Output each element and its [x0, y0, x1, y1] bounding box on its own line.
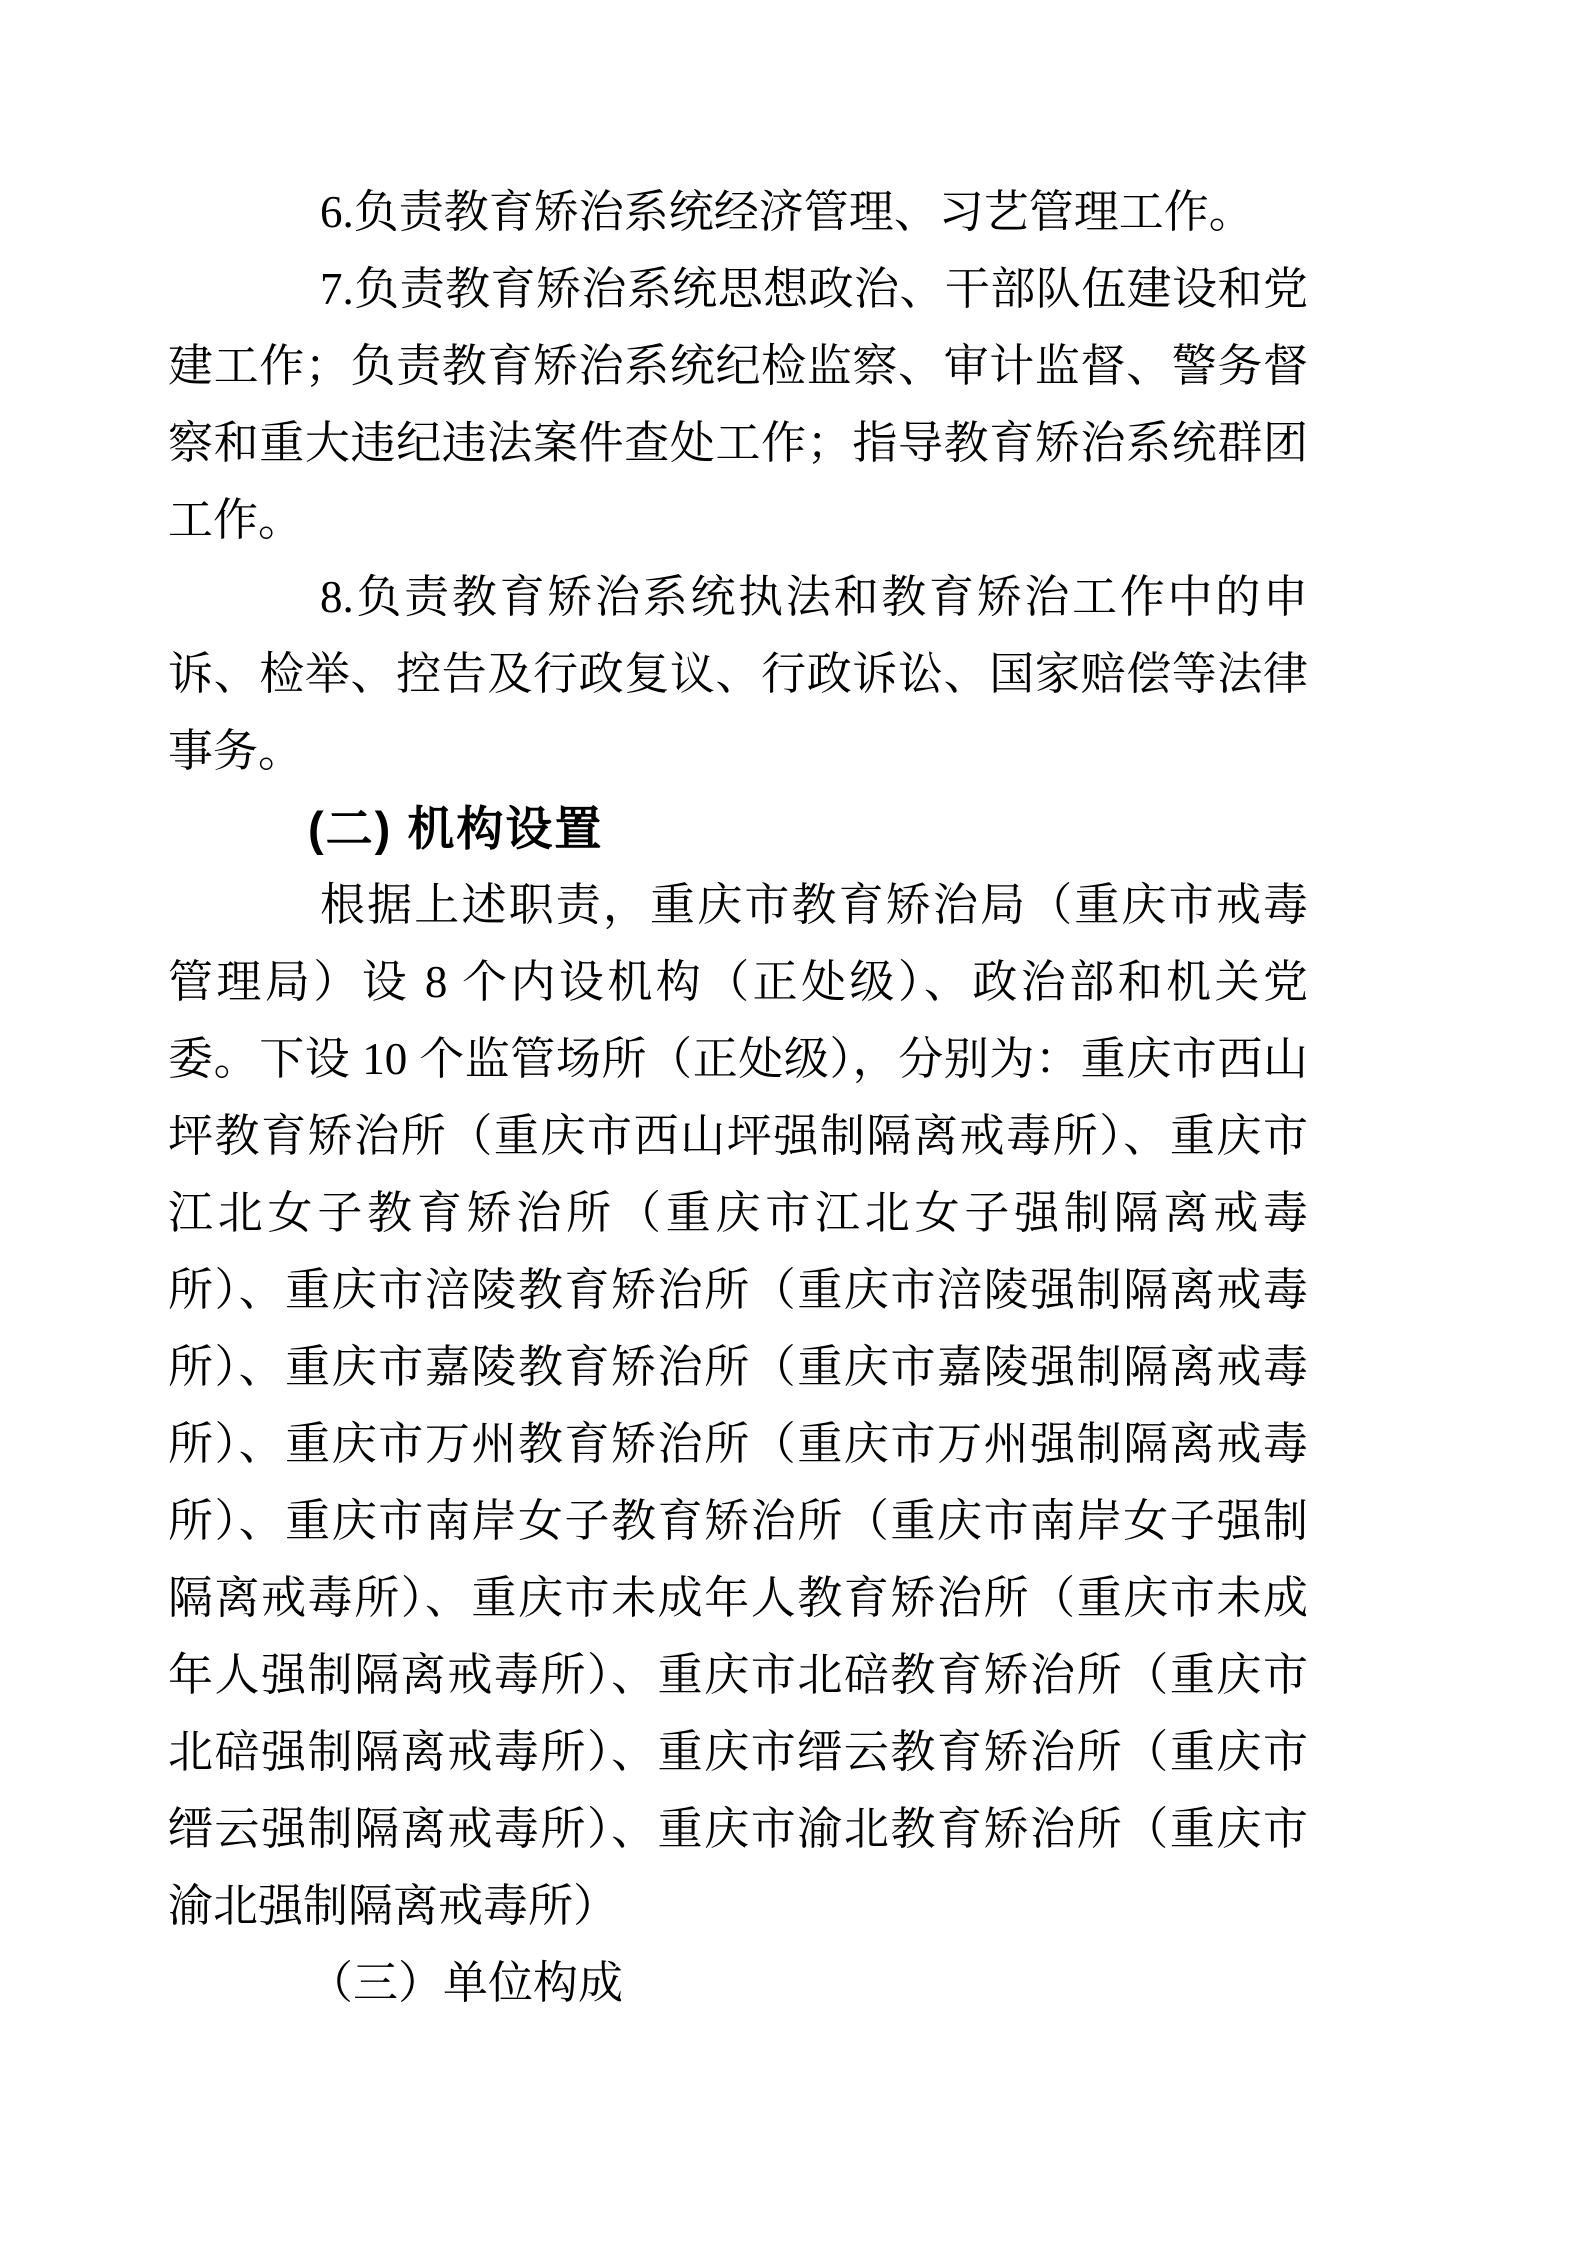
paragraph-duty-6: 6.负责教育矫治系统经济管理、习艺管理工作。 [320, 187, 1254, 237]
section-heading-organization-setup: (二) 机构设置 [308, 802, 604, 855]
paragraph-organization-detail: 根据上述职责，重庆市教育矫治局（重庆市戒毒管理局）设 8 个内设机构（正处级）、政治部和机关党委。下设 10 个监管场所（正处级），分别为：重庆市西山坪教育矫治所（重庆市西山坪强制隔离戒毒所）、重庆市江北女子教育矫治所（重庆市江北女子强制隔离戒毒所）、重庆市涪陵教育矫治所（重庆市涪陵强制隔离戒毒所）、重庆市嘉陵教育矫治所（重庆市嘉陵强制隔离戒毒所）、重庆市万州教育矫治所（重庆市万州强制隔离戒毒所）、重庆市南岸女子教育矫治所（重庆市南岸女子强制隔离戒毒所）、重庆市未成年人教育矫治所（重庆市未成年人强制隔离戒毒所）、重庆市北碚教育矫治所（重庆市北碚强制隔离戒毒所）、重庆市缙云教育矫治所（重庆市缙云强制隔离戒毒所）、重庆市渝北教育矫治所（重庆市渝北强制隔离戒毒所） [168, 880, 1308, 1931]
document-body [168, 174, 1308, 2022]
paragraph-duty-7: 7.负责教育矫治系统思想政治、干部队伍建设和党建工作；负责教育矫治系统纪检监察、审计监督、警务督察和重大违纪违法案件查处工作；指导教育矫治系统群团工作。 [168, 264, 1308, 545]
section-heading-unit-composition: （三）单位构成 [308, 1958, 624, 2008]
paragraph-duty-8: 8.负责教育矫治系统执法和教育矫治工作中的申诉、检举、控告及行政复议、行政诉讼、国家赔偿等法律事务。 [168, 572, 1308, 776]
